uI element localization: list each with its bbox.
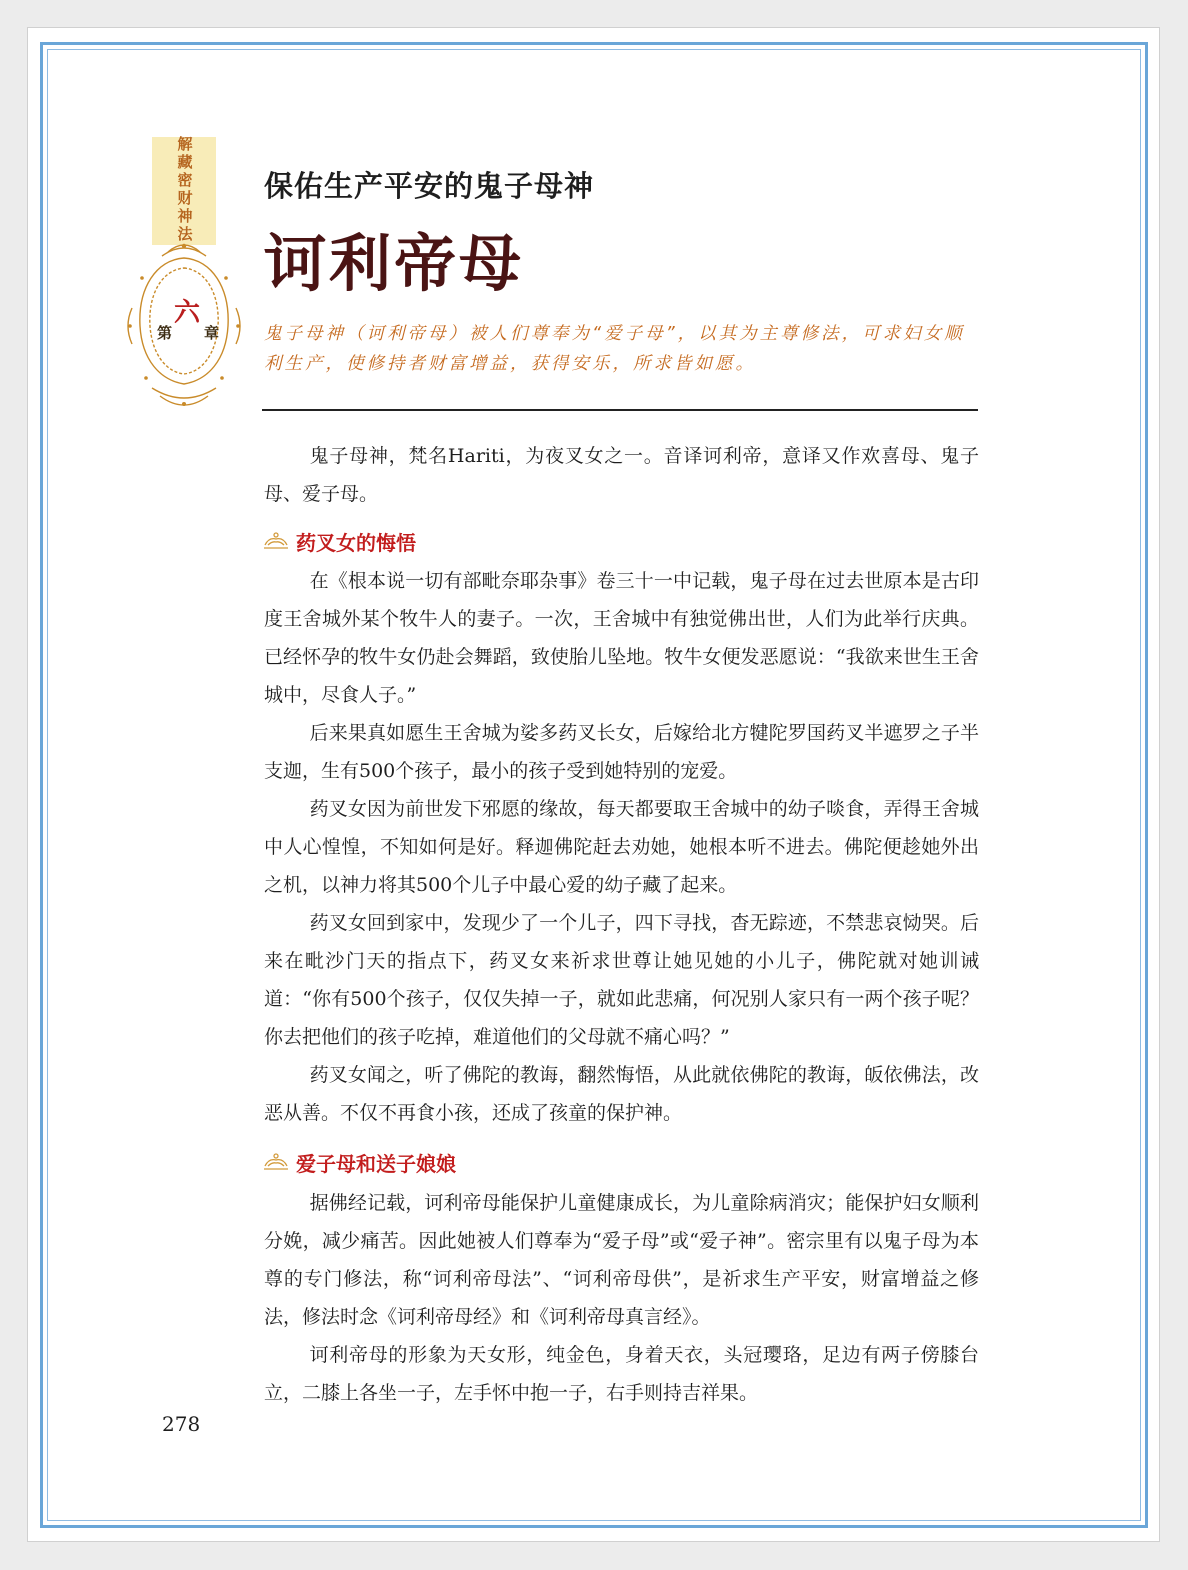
paragraph: 在《根本说一切有部毗奈耶杂事》卷三十一中记载，鬼子母在过去世原本是古印度王舍城外某个牧牛人的妻子。一次，王舍城中有独觉佛出世，人们为此举行庆典。已经怀孕的牧牛女仍赴会舞蹈，致使胎儿坠地。牧牛女便发恶愿说：“我欲来世生王舍城中，尽食人子。”: [264, 570, 979, 706]
paragraph: 据佛经记载，诃利帝母能保护儿童健康成长，为儿童除病消灾；能保护妇女顺利分娩，减少痛苦。因此她被人们尊奉为“爱子母”或“爱子神”。密宗里有以鬼子母为本尊的专门修法，称“诃利帝母法”、“诃利帝母供”，是祈求生产平安，财富增益之修法，修法时念《诃利帝母经》和《诃利帝母真言经》。: [264, 1192, 979, 1328]
opening-paragraph-block: [264, 437, 979, 513]
article-subtitle: 保佑生产平安的鬼子母神: [264, 169, 595, 203]
paragraph: 药叉女因为前世发下邪愿的缘故，每天都要取王舍城中的幼子啖食，弄得王舍城中人心惶惶，不知如何是好。释迦佛陀赶去劝她，她根本听不进去。佛陀便趁她外出之机，以神力将其500个儿子中最心爱的幼子藏了起来。: [264, 798, 979, 896]
lotus-cloud-icon: [262, 1151, 290, 1173]
section-heading-1: [262, 526, 416, 556]
section-heading-label: 药叉女的悔悟: [296, 530, 416, 555]
section-2-body: [264, 1184, 979, 1412]
section-1-body: [264, 562, 979, 1132]
paragraph: 后来果真如愿生王舍城为娑多药叉长女，后嫁给北方犍陀罗国药叉半遮罗之子半支迦，生有500个孩子，最小的孩子受到她特别的宠爱。: [264, 722, 979, 782]
lotus-cloud-icon: [262, 530, 290, 552]
section-heading-label: 爱子母和送子娘娘: [296, 1151, 456, 1176]
section-heading-2: [262, 1147, 456, 1177]
chapter-number: 六: [173, 298, 200, 328]
intro-summary: 鬼子母神（诃利帝母）被人们尊奉为“爱子母”，以其为主尊修法，可求妇女顺利生产，使修持者财富增益，获得安乐，所求皆如愿。: [264, 324, 965, 374]
paragraph: 诃利帝母的形象为天女形，纯金色，身着天衣，头冠璎珞，足边有两子傍膝台立，二膝上各坐一子，左手怀中抱一子，右手则持吉祥果。: [264, 1344, 979, 1404]
paragraph: 鬼子母神，梵名Hariti，为夜叉女之一。音译诃利帝，意译又作欢喜母、鬼子母、爱子母。: [264, 445, 979, 505]
book-vertical-title: 解藏密财神法: [177, 135, 193, 243]
chapter-label-last: 章: [204, 324, 220, 342]
paragraph: 药叉女闻之，听了佛陀的教诲，翻然悔悟，从此就依佛陀的教诲，皈依佛法，改恶从善。不仅不再食小孩，还成了孩童的保护神。: [264, 1064, 979, 1124]
chapter-label-first: 第: [157, 324, 173, 342]
page-number: 278: [162, 1412, 201, 1436]
paragraph: 药叉女回到家中，发现少了一个儿子，四下寻找，杳无踪迹，不禁悲哀恸哭。后来在毗沙门天的指点下，药叉女来祈求世尊让她见她的小儿子，佛陀就对她训诫道：“你有500个孩子，仅仅失掉一子，就如此悲痛，何况别人家只有一两个孩子呢？你去把他们的孩子吃掉，难道他们的父母就不痛心吗？”: [264, 912, 979, 1048]
header-divider: [262, 409, 978, 411]
article-title: 诃利帝母: [264, 227, 525, 300]
